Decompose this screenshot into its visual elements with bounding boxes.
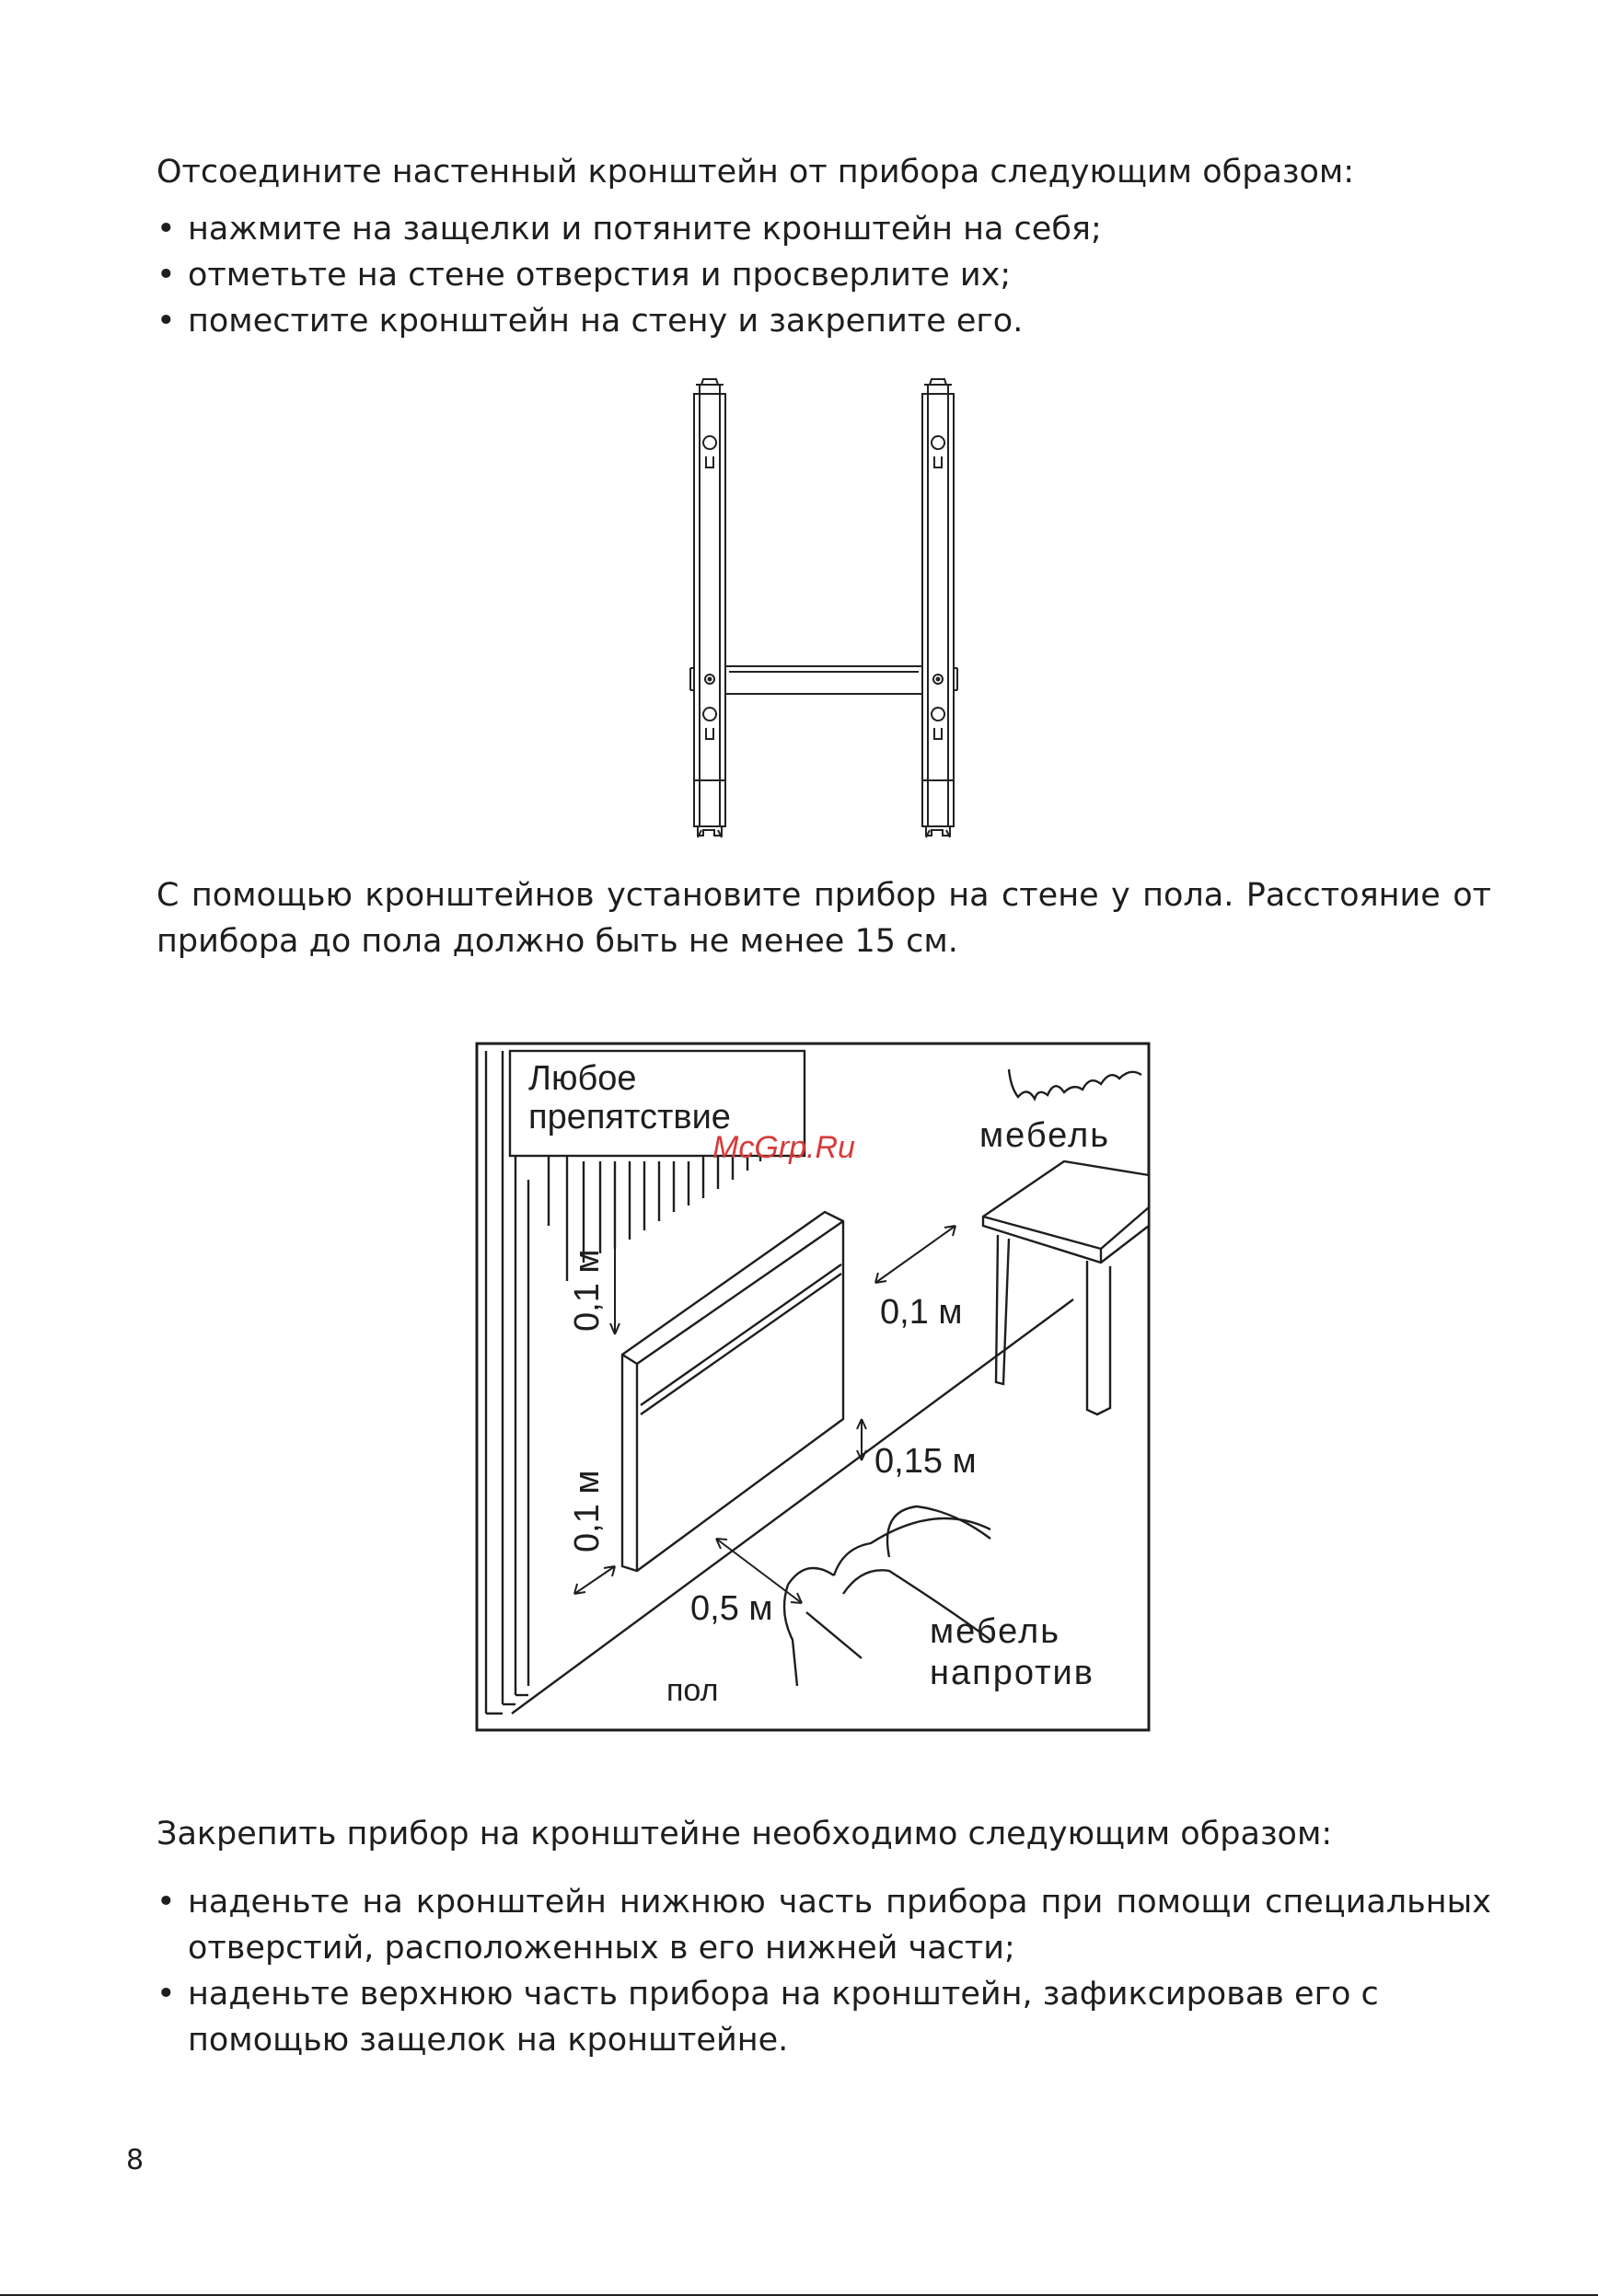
- top-distance-label: 0,1 м: [568, 1249, 607, 1332]
- list-item: • отметьте на стене отверстия и просверлите их;: [156, 252, 1491, 298]
- page-number: 8: [126, 2144, 145, 2176]
- opposite-furniture-line1: мебель: [930, 1612, 1061, 1651]
- floor-label: пол: [666, 1673, 719, 1708]
- wall-bracket-illustration: [681, 375, 967, 845]
- mount-steps: [156, 1879, 1491, 2063]
- opposite-furniture-line2: напротив: [930, 1654, 1094, 1692]
- floor-distance-label: 0,15 м: [874, 1442, 977, 1481]
- list-item: • нажмите на защелки и потяните кронштейн на себя;: [156, 206, 1491, 252]
- detach-steps: [156, 206, 1491, 344]
- install-text: С помощью кронштейнов установите прибор на стене у пола. Расстояние от прибора до пола должно быть не менее 15 см.: [156, 877, 1491, 960]
- furniture-distance-label: 0,1 м: [880, 1293, 963, 1332]
- front-distance-label: 0,5 м: [690, 1589, 773, 1628]
- side-distance-label: 0,1 м: [568, 1470, 607, 1552]
- detach-intro: Отсоедините настенный кронштейн от прибора следующим образом:: [156, 154, 1355, 190]
- mount-intro: Закрепить прибор на кронштейне необходимо следующим образом:: [156, 1816, 1333, 1852]
- furniture-label: мебель: [979, 1116, 1111, 1155]
- list-item: • поместите кронштейн на стену и закрепите его.: [156, 298, 1491, 344]
- list-item: • наденьте верхнюю часть прибора на кронштейн, зафиксировав его с помощью защелок на кронштейне.: [156, 1971, 1491, 2063]
- list-item: • наденьте на кронштейн нижнюю часть прибора при помощи специальных отверстий, расположенных в его нижней части;: [156, 1879, 1491, 1971]
- watermark: McGrp.Ru: [712, 1130, 855, 1165]
- obstacle-label-line2: препятствие: [528, 1098, 731, 1136]
- installation-diagram: [475, 1042, 1152, 1734]
- obstacle-label-line1: Любое: [528, 1059, 637, 1098]
